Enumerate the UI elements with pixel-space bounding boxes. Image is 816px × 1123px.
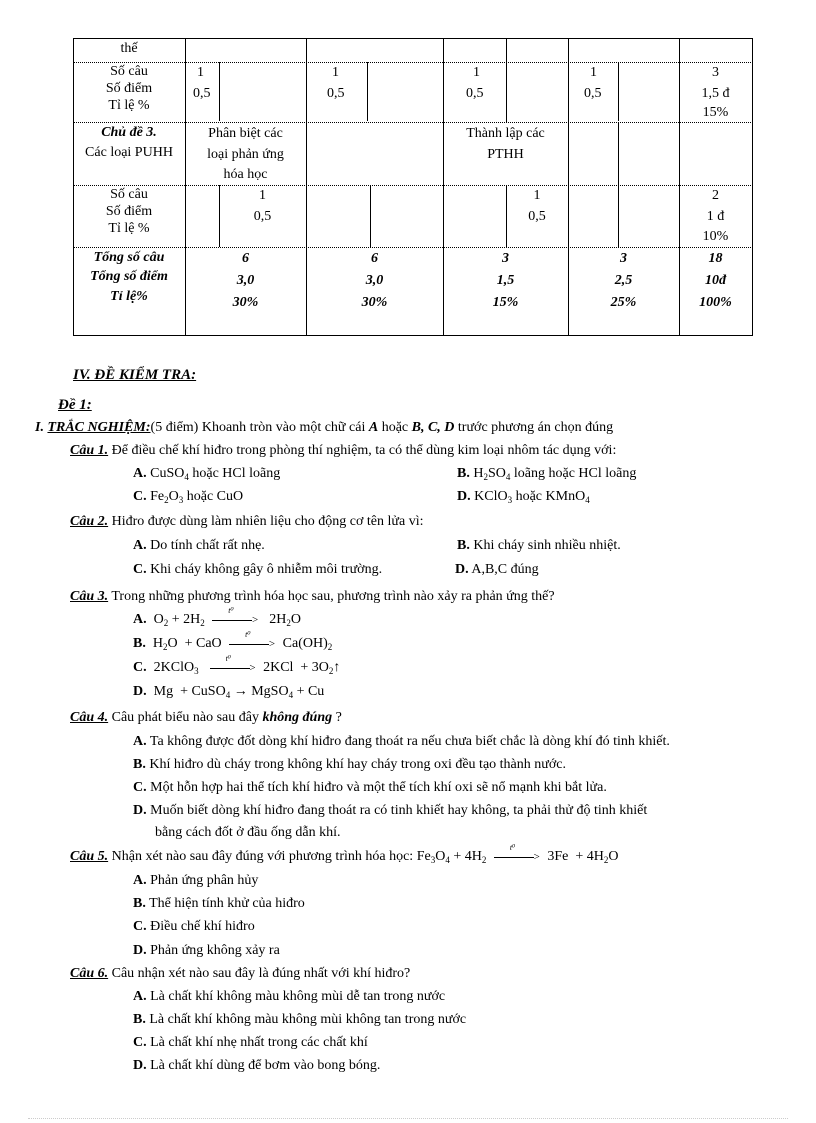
part1-choices-bcd: B, C, D — [411, 420, 455, 435]
row0-label: thế — [120, 41, 138, 56]
part1-number: I. — [35, 420, 44, 435]
q2-label: Câu 2. — [70, 514, 109, 529]
row3-c6-count: 1 — [533, 188, 541, 203]
total-g1-score: 3,0 — [236, 273, 255, 288]
row1-c3-score: 0,5 — [327, 86, 345, 101]
q1 — [70, 443, 616, 459]
page-bottom-border — [28, 1118, 788, 1119]
q5-label: Câu 5. — [70, 849, 109, 864]
topic-3-col-c-line1: Thành lập các — [466, 126, 545, 141]
total-g5-percent: 100% — [699, 295, 732, 310]
q3-option-c[interactable]: C. 2KClO$_3$ t⁰ > $2KCl + 3O_2↑$ — [133, 653, 341, 676]
total-g5-score: 10đ — [705, 273, 726, 288]
q4-tail: ? — [332, 710, 342, 725]
row1-c5-score: 0,5 — [466, 86, 484, 101]
row1-c3-count: 1 — [332, 65, 339, 80]
topic-3-title: Chủ đề 3. — [101, 125, 157, 140]
total-g2-count: 6 — [371, 251, 378, 266]
q3-option-b[interactable]: B. $H_2O$ + CaO t⁰ > $Ca(OH)_2$ — [133, 629, 333, 652]
q5-equation: $Fe_3O_4 + 4H_2$ t⁰ > $3Fe + 4H_2O$ — [416, 842, 619, 865]
q3-label: Câu 3. — [70, 589, 109, 604]
q5-text: Nhận xét nào sau đây đúng với phương trình hóa học: — [111, 849, 417, 864]
row1-total-score: 1,5 đ — [701, 86, 730, 101]
q5-option-d[interactable]: D. Phản ứng không xảy ra — [133, 943, 280, 958]
total-g1-count: 6 — [242, 251, 249, 266]
total-label-percent: Tỉ lệ% — [110, 289, 148, 304]
row1-c7-count: 1 — [590, 65, 597, 80]
arrow-icon: t⁰ > — [494, 851, 540, 863]
part1-title: TRẮC NGHIỆM: — [47, 420, 151, 435]
total-g3-count: 3 — [502, 251, 509, 266]
arrow-icon: t⁰ > — [212, 614, 258, 626]
q2-option-d[interactable]: D. A,B,C đúng — [455, 562, 539, 577]
total-g4-score: 2,5 — [614, 273, 633, 288]
topic-3-name: Các loại PUHH — [85, 145, 173, 160]
q4-option-a[interactable]: A. Ta không được đốt dòng khí hiđro đang thoát ra nếu chưa biết chắc là dòng khí đó tinh khiết. — [133, 734, 670, 749]
q1-label: Câu 1. — [70, 443, 109, 458]
total-g1-percent: 30% — [232, 295, 259, 310]
row3-total-count: 2 — [712, 188, 719, 203]
total-g4-percent: 25% — [610, 295, 637, 310]
q4-option-c[interactable]: C. Một hỗn hợp hai thể tích khí hiđro và một thể tích khí oxi sẽ nổ mạnh khi bắt lửa. — [133, 780, 607, 795]
q6-option-c[interactable]: C. Là chất khí nhẹ nhất trong các chất khí — [133, 1035, 368, 1050]
q5-option-c[interactable]: C. Điều chế khí hiđro — [133, 919, 255, 934]
exam-variant: Đề 1: — [58, 397, 92, 413]
row1-c5-count: 1 — [473, 65, 480, 80]
row1-c1-score: 0,5 — [193, 86, 211, 101]
total-g3-percent: 15% — [492, 295, 519, 310]
q1-option-d[interactable]: D. KClO$_3$ hoặc KMnO$_4$ — [457, 489, 590, 505]
q4-option-d[interactable]: D. Muốn biết dòng khí hiđro đang thoát ra có tinh khiết hay không, ta phải thử độ tinh khiết — [133, 803, 648, 818]
row1-label-socau: Số câu — [110, 64, 148, 79]
topic-3-col-c-line2: PTHH — [487, 147, 524, 162]
arrow-icon: t⁰ > — [229, 638, 275, 650]
arrow-icon: t⁰ > — [210, 662, 256, 674]
row1-c7-score: 0,5 — [584, 86, 602, 101]
row1-label-sodiem: Số điểm — [105, 81, 153, 96]
total-g4-count: 3 — [620, 251, 627, 266]
part1-choice-a: A — [368, 420, 379, 435]
total-label-score: Tổng số điểm — [90, 269, 168, 284]
q1-option-b[interactable]: B. $H_2SO_4$ loãng hoặc HCl loãng — [457, 466, 637, 482]
row3-c2-score: 0,5 — [253, 209, 272, 224]
q1-option-c[interactable]: C. $Fe_2O_3$ hoặc CuO — [133, 489, 244, 505]
row3-c6-score: 0,5 — [528, 209, 546, 224]
row1-label-tile: Tỉ lệ % — [108, 98, 150, 113]
q3-text: Trong những phương trình hóa học sau, phương trình nào xảy ra phản ứng thế? — [111, 589, 555, 604]
topic-3-col-a-line3: hóa học — [223, 167, 268, 182]
q3-option-d[interactable]: D. Mg + CuSO$_4$ → MgSO$_4$ + Cu — [133, 684, 325, 700]
total-label-count: Tổng số câu — [93, 250, 165, 265]
total-g2-score: 3,0 — [365, 273, 384, 288]
row1-c1-count: 1 — [197, 65, 204, 80]
q5 — [70, 842, 619, 865]
q6-option-a[interactable]: A. Là chất khí không màu không mùi dễ tan trong nước — [133, 989, 446, 1004]
q3 — [70, 589, 555, 605]
row3-c2-count: 1 — [259, 188, 266, 203]
q6-text: Câu nhận xét nào sau đây là đúng nhất với khí hiđro? — [111, 966, 411, 981]
q4-option-d-cont: bằng cách đốt ở đầu ống dẫn khí. — [155, 825, 341, 840]
total-g2-percent: 30% — [361, 295, 388, 310]
q4-option-b[interactable]: B. Khí hiđro dù cháy trong không khí hay cháy trong oxi đều tạo thành nước. — [133, 757, 566, 772]
total-g3-score: 1,5 — [496, 273, 515, 288]
row3-label-tile: Tỉ lệ % — [108, 221, 150, 236]
part1-text-b: hoặc — [378, 420, 412, 435]
q2-option-a[interactable]: A. Do tính chất rất nhẹ. — [133, 538, 265, 553]
q5-option-b[interactable]: B. Thể hiện tính khử của hiđro — [133, 896, 305, 911]
row3-label-socau: Số câu — [110, 187, 148, 202]
row3-label-sodiem: Số điểm — [105, 204, 153, 219]
topic-3-col-a-line2: loại phản ứng — [207, 147, 284, 162]
row3-total-score: 1 đ — [706, 209, 725, 224]
total-g5-count: 18 — [708, 251, 723, 266]
part1-header — [35, 420, 613, 436]
q2-text: Hiđro được dùng làm nhiên liệu cho động cơ tên lửa vì: — [111, 514, 424, 529]
row3-total-percent: 10% — [702, 229, 729, 244]
part1-text-c: trước phương án chọn đúng — [454, 420, 614, 435]
q3-option-a[interactable]: A. $O_2 + 2H_2$ t⁰ > $2H_2O$ — [133, 605, 302, 628]
q4-emphasis: không đúng — [262, 710, 333, 725]
section-title: IV. ĐỀ KIỂM TRA: — [73, 367, 197, 383]
q4-label: Câu 4. — [70, 710, 109, 725]
q2-option-b[interactable]: B. Khi cháy sinh nhiều nhiệt. — [457, 538, 621, 553]
topic-3-col-a-line1: Phân biệt các — [208, 126, 283, 141]
q4-text: Câu phát biểu nào sau đây — [111, 710, 263, 725]
row1-total-percent: 15% — [702, 105, 729, 120]
q6-option-d[interactable]: D. Là chất khí dùng để bơm vào bong bóng. — [133, 1058, 381, 1073]
q6-option-b[interactable]: B. Là chất khí không màu không mùi không tan trong nước — [133, 1012, 467, 1027]
q4 — [70, 710, 342, 726]
q6-label: Câu 6. — [70, 966, 109, 981]
q2 — [70, 514, 424, 530]
row1-total-count: 3 — [712, 65, 719, 80]
q2-option-c[interactable]: C. Khi cháy không gây ô nhiễm môi trường. — [133, 562, 383, 577]
q6 — [70, 966, 410, 982]
q1-text: Để điều chế khí hiđro trong phòng thí nghiệm, ta có thể dùng kim loại nhôm tác dụng với: — [111, 443, 617, 458]
q5-option-a[interactable]: A. Phản ứng phân hủy — [133, 873, 259, 888]
q1-option-a[interactable]: A. CuSO$_4$ hoặc HCl loãng — [133, 466, 281, 482]
part1-text-a: (5 điểm) Khoanh tròn vào một chữ cái — [150, 420, 369, 435]
